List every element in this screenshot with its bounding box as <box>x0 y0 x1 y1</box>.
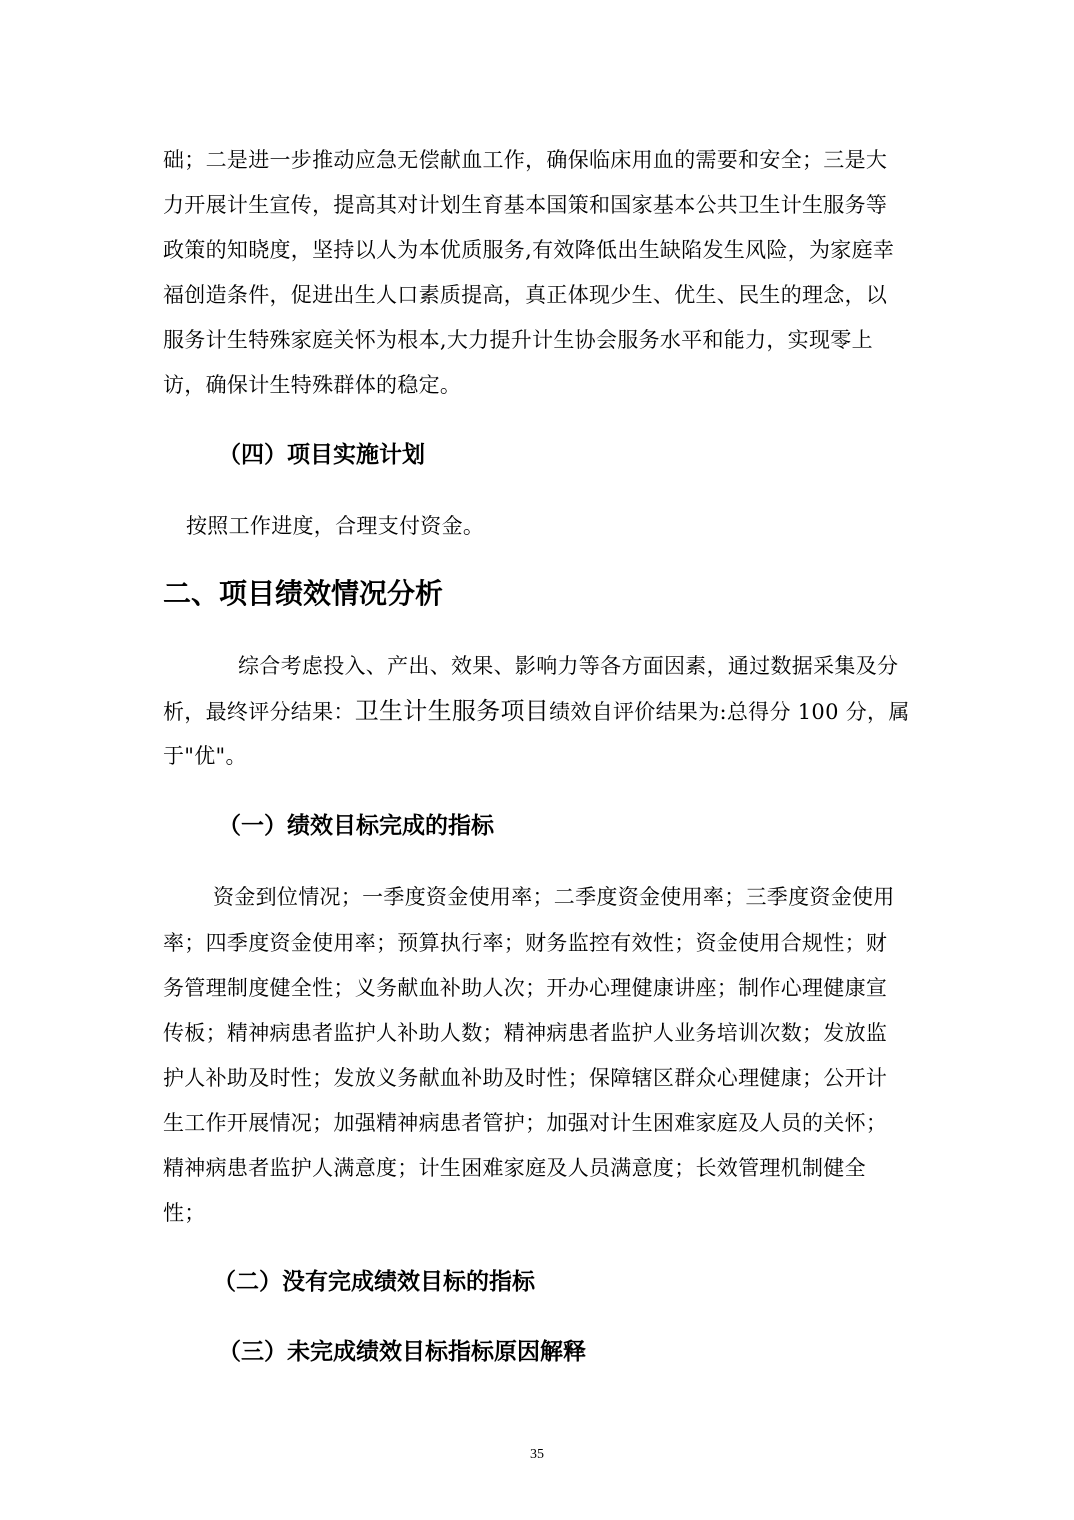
section-heading-3: （三）未完成绩效目标指标原因解释 <box>218 1339 586 1365</box>
analysis-text: 析，最终评分结果： <box>163 700 355 724</box>
indicator-line: 护人补助及时性；发放义务献血补助及时性；保障辖区群众心理健康；公开计 <box>163 1066 888 1090</box>
paragraph-line: 础；二是进一步推动应急无偿献血工作，确保临床用血的需要和安全；三是大 <box>163 148 888 172</box>
analysis-text: 绩效自评价结果为:总得分 100 分，属 <box>549 700 910 724</box>
indicator-line: 资金到位情况；一季度资金使用率；二季度资金使用率；三季度资金使用 <box>213 885 895 909</box>
page-number: 35 <box>530 1447 544 1462</box>
section-heading-1: （一）绩效目标完成的指标 <box>218 813 494 839</box>
indicator-line: 务管理制度健全性；义务献血补助人次；开办心理健康讲座；制作心理健康宣 <box>163 976 888 1000</box>
analysis-line-3: 于"优"。 <box>163 744 247 768</box>
section-heading-2: （二）没有完成绩效目标的指标 <box>213 1269 535 1295</box>
paragraph-line: 政策的知晓度，坚持以人为本优质服务,有效降低出生缺陷发生风险，为家庭幸 <box>163 238 895 262</box>
indicator-line: 性； <box>163 1201 206 1225</box>
analysis-line-1: 综合考虑投入、产出、效果、影响力等各方面因素，通过数据采集及分 <box>238 654 899 678</box>
section-heading-4: （四）项目实施计划 <box>218 442 425 468</box>
paragraph-line: 访，确保计生特殊群体的稳定。 <box>163 373 462 397</box>
project-name: 卫生计生服务项目 <box>354 697 550 725</box>
paragraph-line: 力开展计生宣传，提高其对计划生育基本国策和国家基本公共卫生计生服务等 <box>163 193 888 217</box>
paragraph-line: 福创造条件，促进出生人口素质提高，真正体现少生、优生、民生的理念，以 <box>163 283 888 307</box>
indicator-line: 传板；精神病患者监护人补助人数；精神病患者监护人业务培训次数；发放监 <box>163 1021 888 1045</box>
indicator-line: 精神病患者监护人满意度；计生困难家庭及人员满意度；长效管理机制健全 <box>163 1156 866 1180</box>
paragraph-line: 服务计生特殊家庭关怀为根本,大力提升计生协会服务水平和能力，实现零上 <box>163 328 873 352</box>
analysis-line-2 <box>163 696 910 727</box>
indicator-line: 生工作开展情况；加强精神病患者管护；加强对计生困难家庭及人员的关怀； <box>163 1111 888 1135</box>
indicator-line: 率；四季度资金使用率；预算执行率；财务监控有效性；资金使用合规性；财 <box>163 931 888 955</box>
plan-text: 按照工作进度，合理支付资金。 <box>186 514 485 538</box>
main-heading: 二、项目绩效情况分析 <box>163 577 444 610</box>
